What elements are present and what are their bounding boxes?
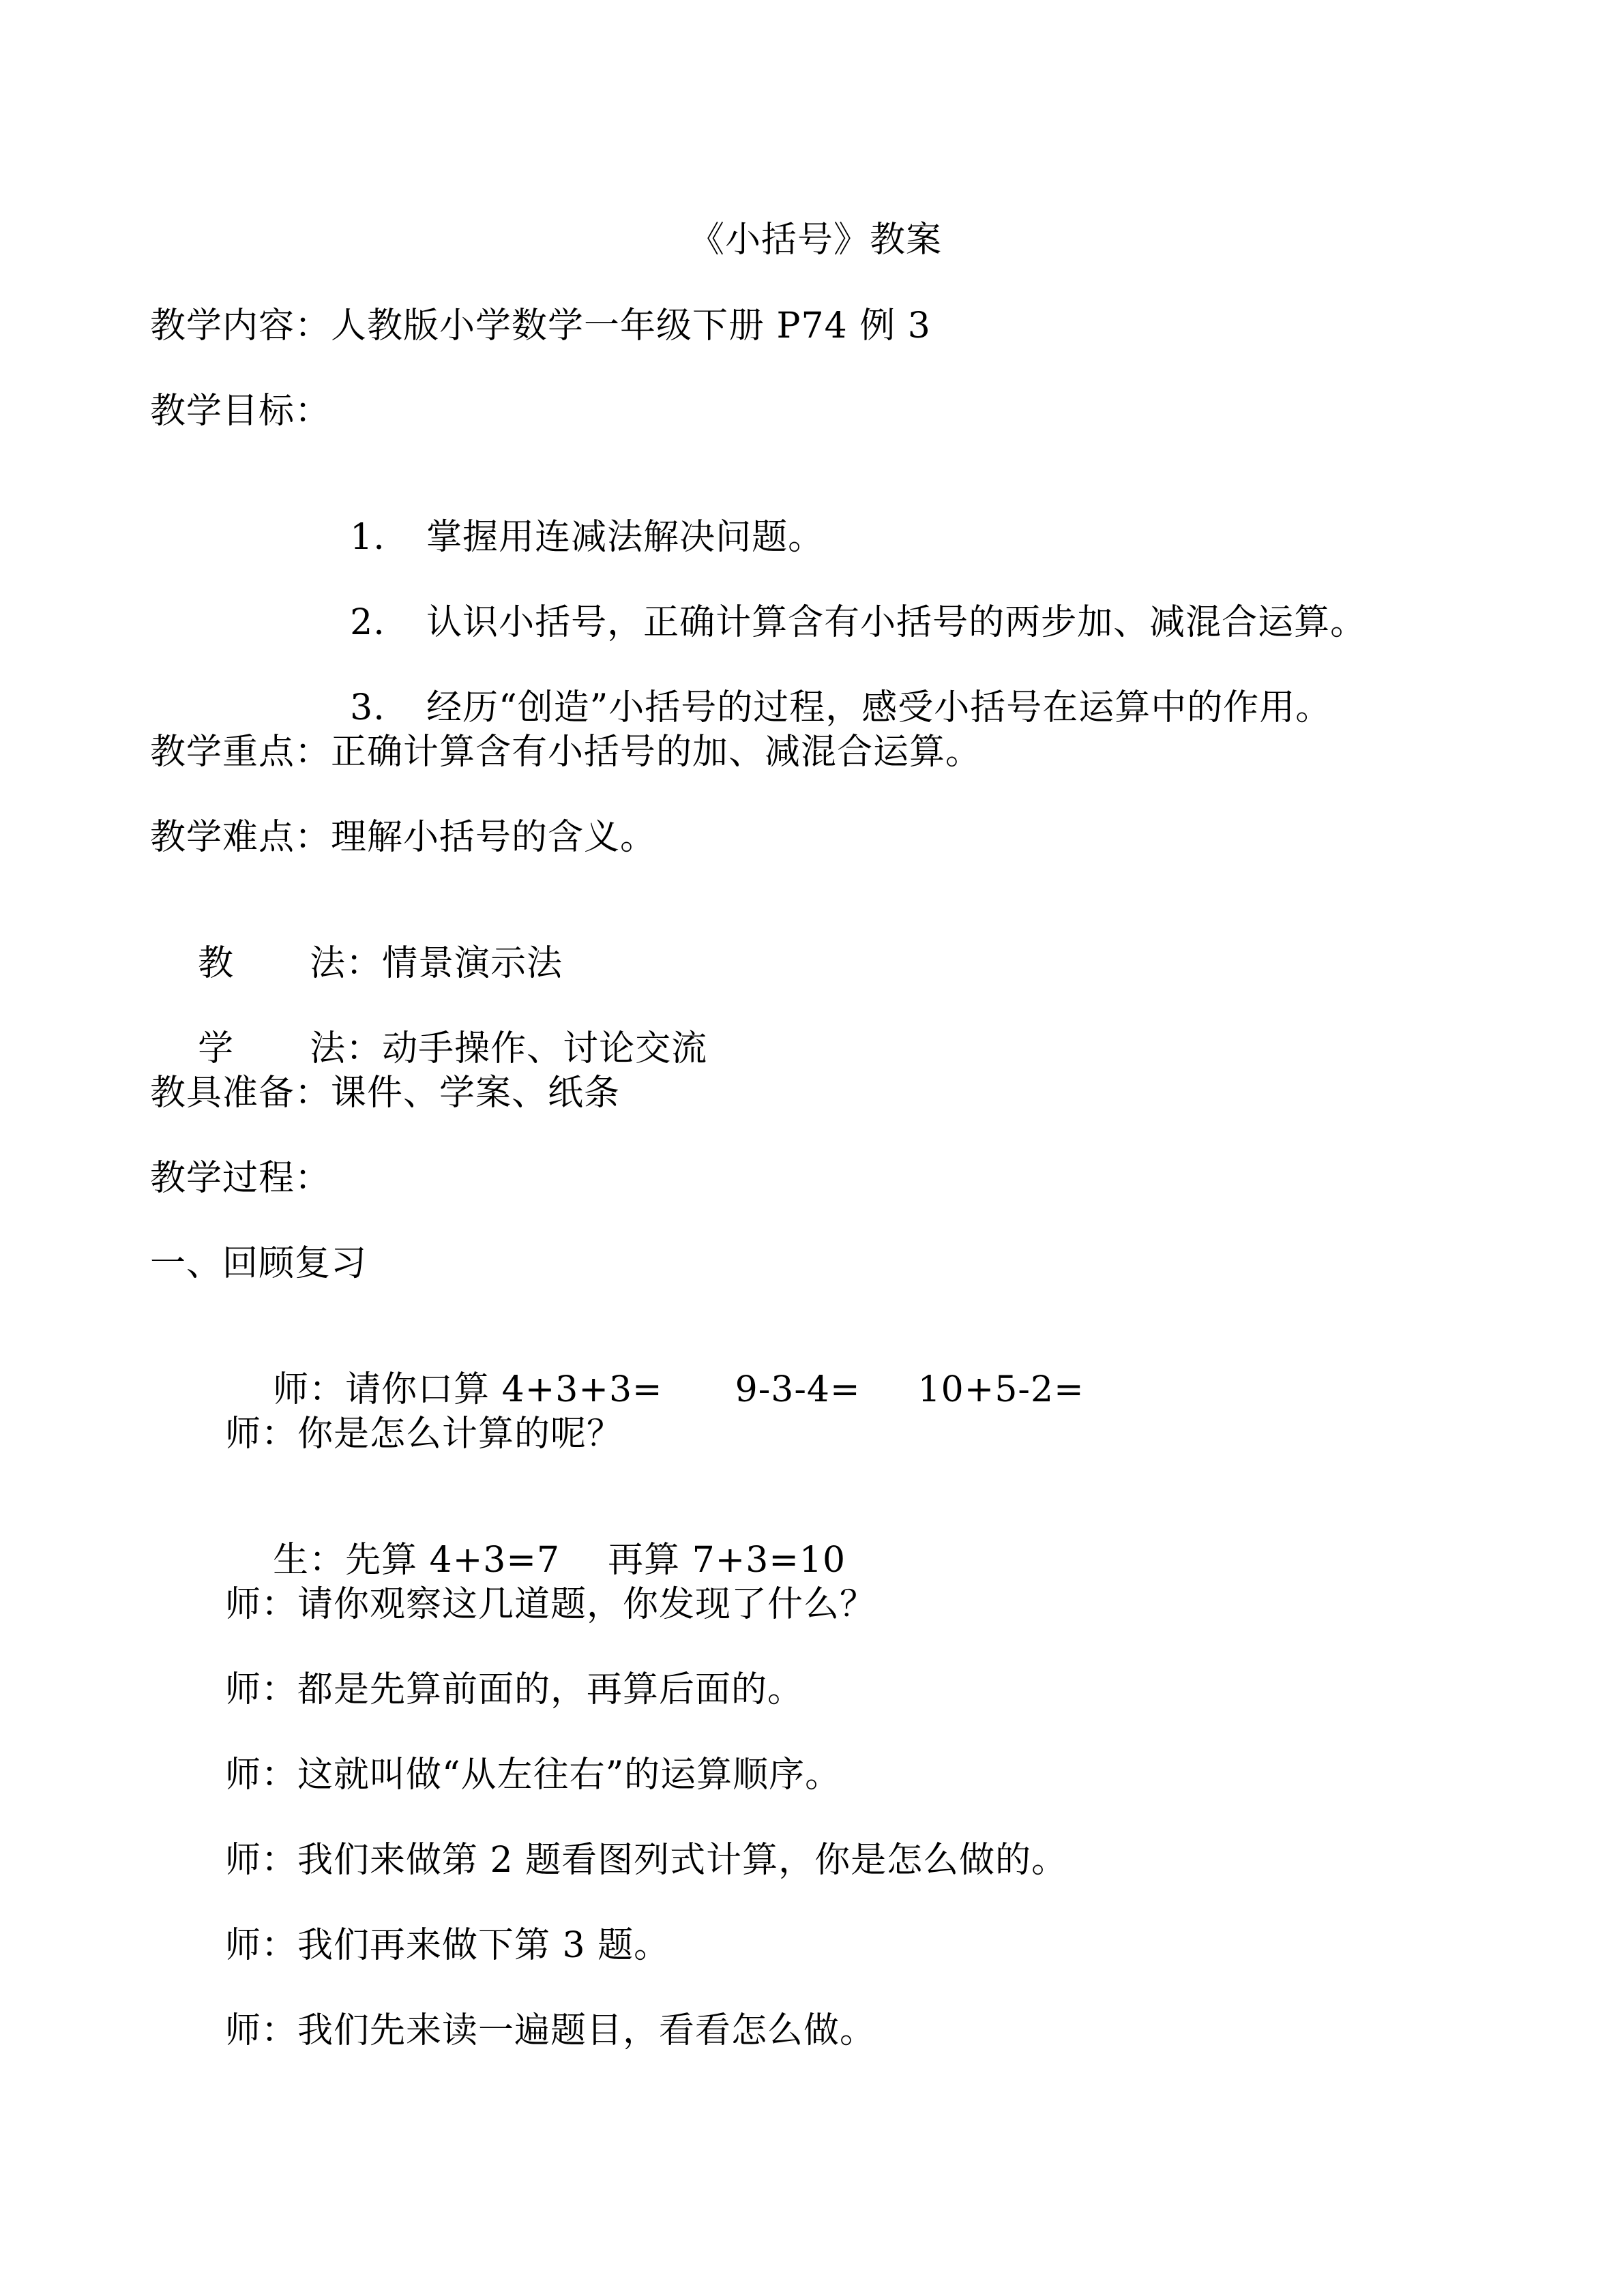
learning-method-text: 法：动手操作、讨论交流 bbox=[310, 1028, 708, 1069]
goal-text: 经历“创造”小括号的过程，感受小括号在运算中的作用。 bbox=[426, 687, 1332, 728]
teaching-process-label: 教学过程： bbox=[150, 1158, 331, 1199]
dialogue-segment: 师：请你口算 4+3+3= bbox=[273, 1369, 663, 1410]
dialogue-segment: 10+5-2= bbox=[917, 1369, 1084, 1410]
teaching-method-text: 法：情景演示法 bbox=[310, 943, 563, 984]
teaching-key-point: 教学重点：正确计算含有小括号的加、减混合运算。 bbox=[150, 732, 982, 773]
goal-number: 3. bbox=[350, 687, 385, 728]
goal-number: 2. bbox=[350, 602, 385, 643]
dialogue-line: 师：你是怎么计算的呢？ bbox=[225, 1414, 623, 1455]
dialogue-line: 师：我们再来做下第 3 题。 bbox=[225, 1925, 670, 1966]
goal-text: 认识小括号，正确计算含有小括号的两步加、减混合运算。 bbox=[426, 602, 1367, 643]
teaching-content: 教学内容：人教版小学数学一年级下册 P74 例 3 bbox=[150, 305, 931, 346]
dialogue-line: 师：请你观察这几道题，你发现了什么？ bbox=[225, 1584, 876, 1625]
dialogue-segment: 再算 7+3=10 bbox=[608, 1540, 846, 1581]
section-heading-review: 一、回顾复习 bbox=[150, 1243, 368, 1284]
teaching-difficulty: 教学难点：理解小括号的含义。 bbox=[150, 817, 657, 858]
goal-text: 掌握用连减法解决问题。 bbox=[426, 517, 825, 558]
dialogue-line: 师：这就叫做“从左往右”的运算顺序。 bbox=[225, 1755, 842, 1795]
learning-method-char: 学 bbox=[198, 1028, 235, 1069]
goal-number: 1. bbox=[350, 517, 385, 558]
dialogue-line: 师：我们来做第 2 题看图列式计算，你是怎么做的。 bbox=[225, 1840, 1068, 1881]
dialogue-line: 师：我们先来读一遍题目，看看怎么做。 bbox=[225, 2010, 876, 2051]
teaching-method-char: 教 bbox=[198, 943, 235, 984]
teaching-tools: 教具准备：课件、学案、纸条 bbox=[150, 1073, 621, 1114]
dialogue-segment: 9-3-4= bbox=[735, 1369, 861, 1410]
teaching-goals-label: 教学目标： bbox=[150, 391, 331, 432]
dialogue-segment: 生：先算 4+3=7 bbox=[273, 1540, 561, 1581]
dialogue-line: 师：都是先算前面的，再算后面的。 bbox=[225, 1669, 804, 1710]
document-title: 《小括号》教案 bbox=[689, 220, 943, 260]
